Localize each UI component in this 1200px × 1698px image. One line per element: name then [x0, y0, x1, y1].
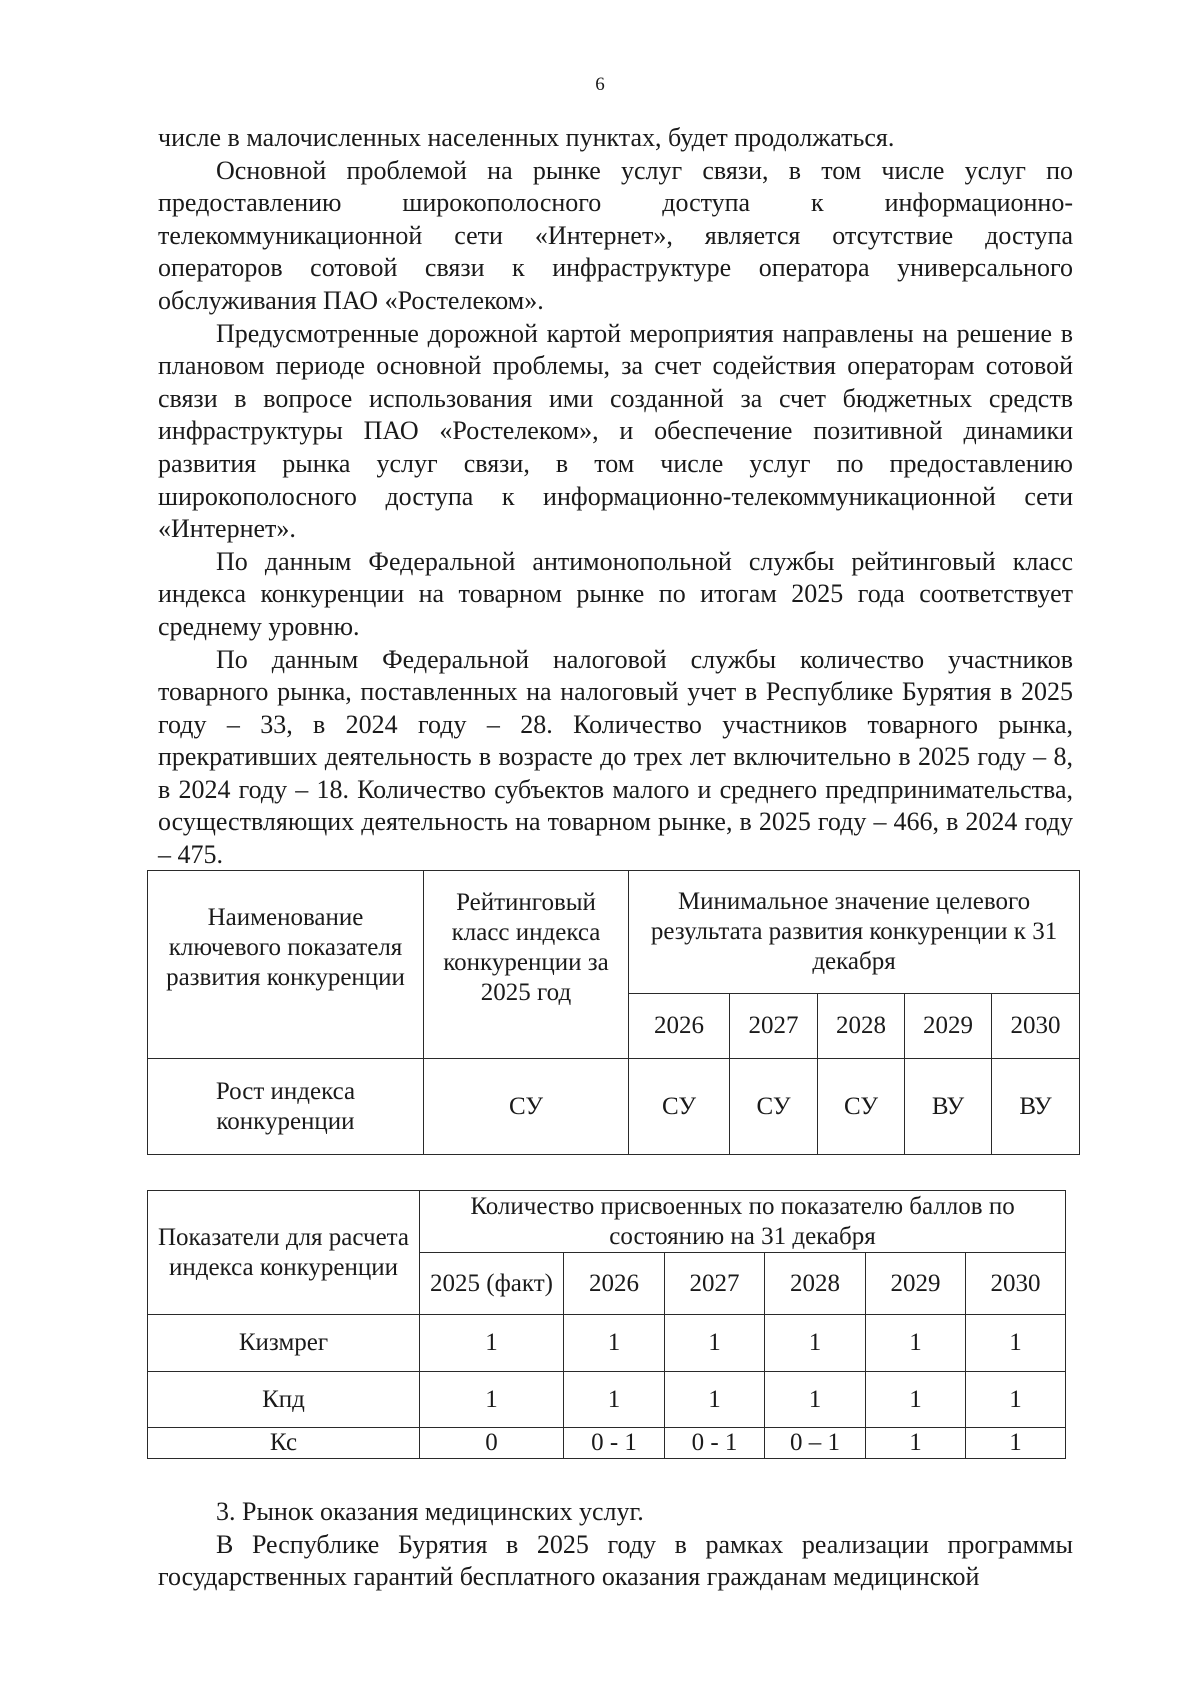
- points-value: 1: [966, 1428, 1066, 1459]
- header-indicator-name: Наименование ключевого показателя развития конкуренции: [148, 871, 424, 1059]
- points-value: 1: [665, 1372, 765, 1428]
- body-text: [158, 122, 1073, 872]
- points-value: 1: [564, 1372, 665, 1428]
- header-target-result: Минимальное значение целевого результата развития конкуренции к 31 декабря: [629, 871, 1080, 994]
- points-value: 1: [866, 1315, 966, 1372]
- year-header: 2029: [866, 1253, 966, 1315]
- year-header: 2028: [765, 1253, 866, 1315]
- points-value: 0 – 1: [765, 1428, 866, 1459]
- year-header: 2029: [905, 994, 992, 1059]
- competition-index-target-table: [147, 870, 1080, 1155]
- year-header: 2030: [966, 1253, 1066, 1315]
- header-rating-class: Рейтинговый класс индекса конкуренции за 2025 год: [424, 871, 629, 1059]
- points-value: 1: [564, 1315, 665, 1372]
- paragraph-roadmap-measures: Предусмотренные дорожной картой мероприятия направлены на решение в плановом периоде основной проблемы, за счет содействия операторам сотовой связи в вопросе использования ими созданной за счет бюджетных средств инфраструктуры ПАО «Ростелеком», и обеспечение позитивной динамики развития рынка услуг связи, в том числе услуг по предоставлению широкополосного доступа к информационно-телекоммуникационной сети «Интернет».: [158, 318, 1073, 544]
- row-rating-class-value: СУ: [424, 1059, 629, 1155]
- year-header: 2027: [730, 994, 818, 1059]
- section-heading: 3. Рынок оказания медицинских услуг.: [216, 1497, 644, 1526]
- paragraph-fns-data: По данным Федеральной налоговой службы количество участников товарного рынка, поставленных на налоговый учет в Республике Бурятия в 2025 году – 33, в 2024 году – 28. Количество участников товарного рынка, прекративших деятельность в возрасте до трех лет включительно в 2025 году – 8, в 2024 году – 18. Количество субъектов малого и среднего предпринимательства, осуществляющих деятельность на товарном рынке, в 2025 году – 466, в 2024 году – 475.: [158, 644, 1073, 870]
- points-value: 0 - 1: [564, 1428, 665, 1459]
- row-indicator-name: Кизмрег: [148, 1315, 420, 1372]
- paragraph-fas-data: По данным Федеральной антимонопольной службы рейтинговый класс индекса конкуренции на товарном рынке по итогам 2025 года соответствует среднему уровню.: [158, 546, 1073, 641]
- row-target-value: ВУ: [992, 1059, 1080, 1155]
- table-row: [148, 1372, 1066, 1428]
- year-header: 2026: [564, 1253, 665, 1315]
- year-header: 2026: [629, 994, 730, 1059]
- points-value: 1: [866, 1372, 966, 1428]
- year-header: 2030: [992, 994, 1080, 1059]
- year-header: 2028: [818, 994, 905, 1059]
- points-value: 1: [765, 1315, 866, 1372]
- row-target-value: ВУ: [905, 1059, 992, 1155]
- section-paragraph: В Республике Бурятия в 2025 году в рамках реализации программы государственных гарантий бесплатного оказания гражданам медицинской: [158, 1529, 1073, 1592]
- points-value: 1: [665, 1315, 765, 1372]
- row-target-value: СУ: [818, 1059, 905, 1155]
- year-header: 2025 (факт): [420, 1253, 564, 1315]
- points-value: 1: [966, 1372, 1066, 1428]
- points-value: 1: [420, 1372, 564, 1428]
- row-target-value: СУ: [629, 1059, 730, 1155]
- year-header: 2027: [665, 1253, 765, 1315]
- row-indicator-name: Кс: [148, 1428, 420, 1459]
- table-row: [148, 1315, 1066, 1372]
- points-value: 0 - 1: [665, 1428, 765, 1459]
- page-number: 6: [595, 74, 605, 95]
- points-value: 1: [420, 1315, 564, 1372]
- points-value: 0: [420, 1428, 564, 1459]
- row-indicator-name: Кпд: [148, 1372, 420, 1428]
- row-indicator-name: Рост индекса конкуренции: [148, 1059, 424, 1155]
- header-indicators: Показатели для расчета индекса конкуренции: [148, 1191, 420, 1315]
- row-target-value: СУ: [730, 1059, 818, 1155]
- header-points: Количество присвоенных по показателю баллов по состоянию на 31 декабря: [420, 1191, 1066, 1253]
- points-value: 1: [765, 1372, 866, 1428]
- section-medical-services: [158, 1496, 1073, 1594]
- points-value: 1: [866, 1428, 966, 1459]
- paragraph-main-problem: Основной проблемой на рынке услуг связи, в том числе услуг по предоставлению широкополосного доступа к информационно-телекоммуникационной сети «Интернет», является отсутствие доступа операторов сотовой связи к инфраструктуре оператора универсального обслуживания ПАО «Ростелеком».: [158, 155, 1073, 315]
- table-row: [148, 1428, 1066, 1459]
- competition-index-points-table: [147, 1190, 1066, 1459]
- paragraph-continuation: числе в малочисленных населенных пунктах, будет продолжаться.: [158, 123, 895, 152]
- points-value: 1: [966, 1315, 1066, 1372]
